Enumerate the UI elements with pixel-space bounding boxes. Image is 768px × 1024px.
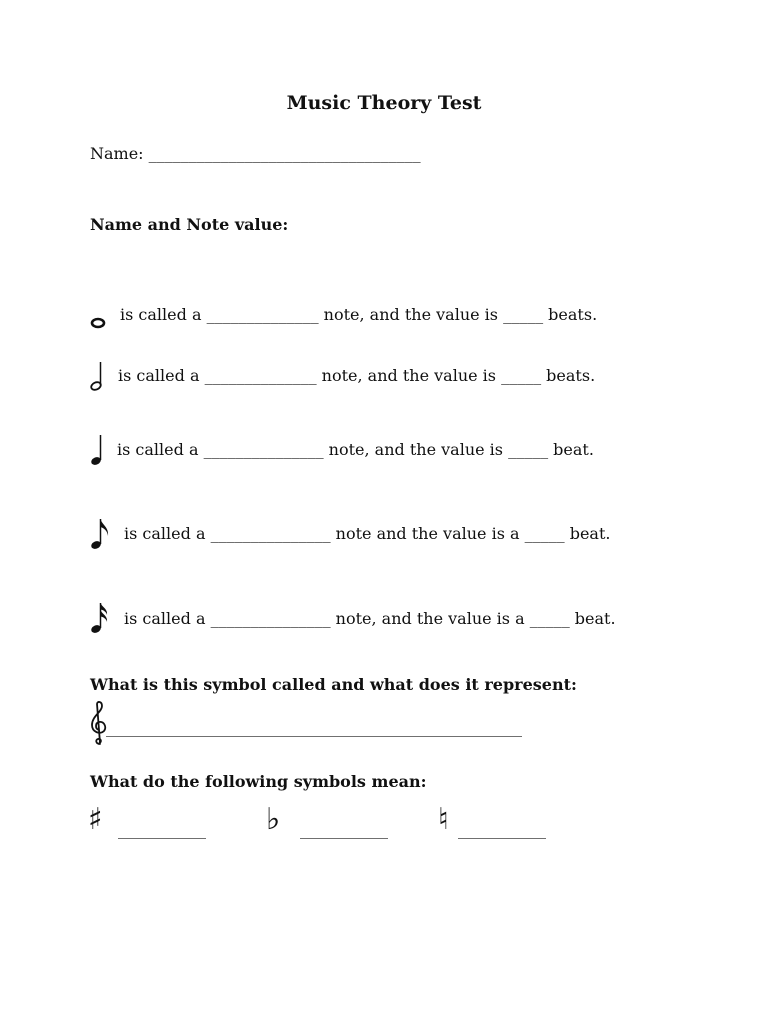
sharp-icon: ♯	[88, 802, 103, 837]
natural-icon: ♮	[438, 802, 449, 837]
sixteenth-note-icon	[90, 601, 112, 635]
question-sixteenth-note: is called a _______________ note, and the value is a _____ beat.	[124, 609, 616, 628]
sharp-answer-line[interactable]: ___________	[118, 820, 206, 839]
natural-answer-line[interactable]: ___________	[458, 820, 546, 839]
half-note-icon	[90, 360, 106, 392]
eighth-note-icon	[90, 517, 112, 551]
question-half-note: is called a ______________ note, and the value is _____ beats.	[118, 366, 596, 385]
flat-answer-line[interactable]: ___________	[300, 820, 388, 839]
section-heading-note-value: Name and Note value:	[90, 215, 289, 234]
question-whole-note: is called a ______________ note, and the value is _____ beats.	[120, 305, 598, 324]
symbol-answer-line[interactable]: ____________________________________________________	[106, 718, 522, 737]
question-eighth-note: is called a _______________ note and the value is a _____ beat.	[124, 524, 611, 543]
section-heading-symbols-meaning: What do the following symbols mean:	[90, 772, 427, 791]
question-quarter-note: is called a _______________ note, and the value is _____ beat.	[117, 440, 594, 459]
quarter-note-icon	[90, 433, 106, 467]
flat-icon: ♭	[266, 802, 281, 837]
whole-note-icon	[90, 313, 106, 329]
section-heading-symbol: What is this symbol called and what does it represent:	[90, 675, 577, 694]
name-field-line[interactable]: Name: __________________________________	[90, 144, 421, 163]
page-title: Music Theory Test	[286, 92, 482, 114]
